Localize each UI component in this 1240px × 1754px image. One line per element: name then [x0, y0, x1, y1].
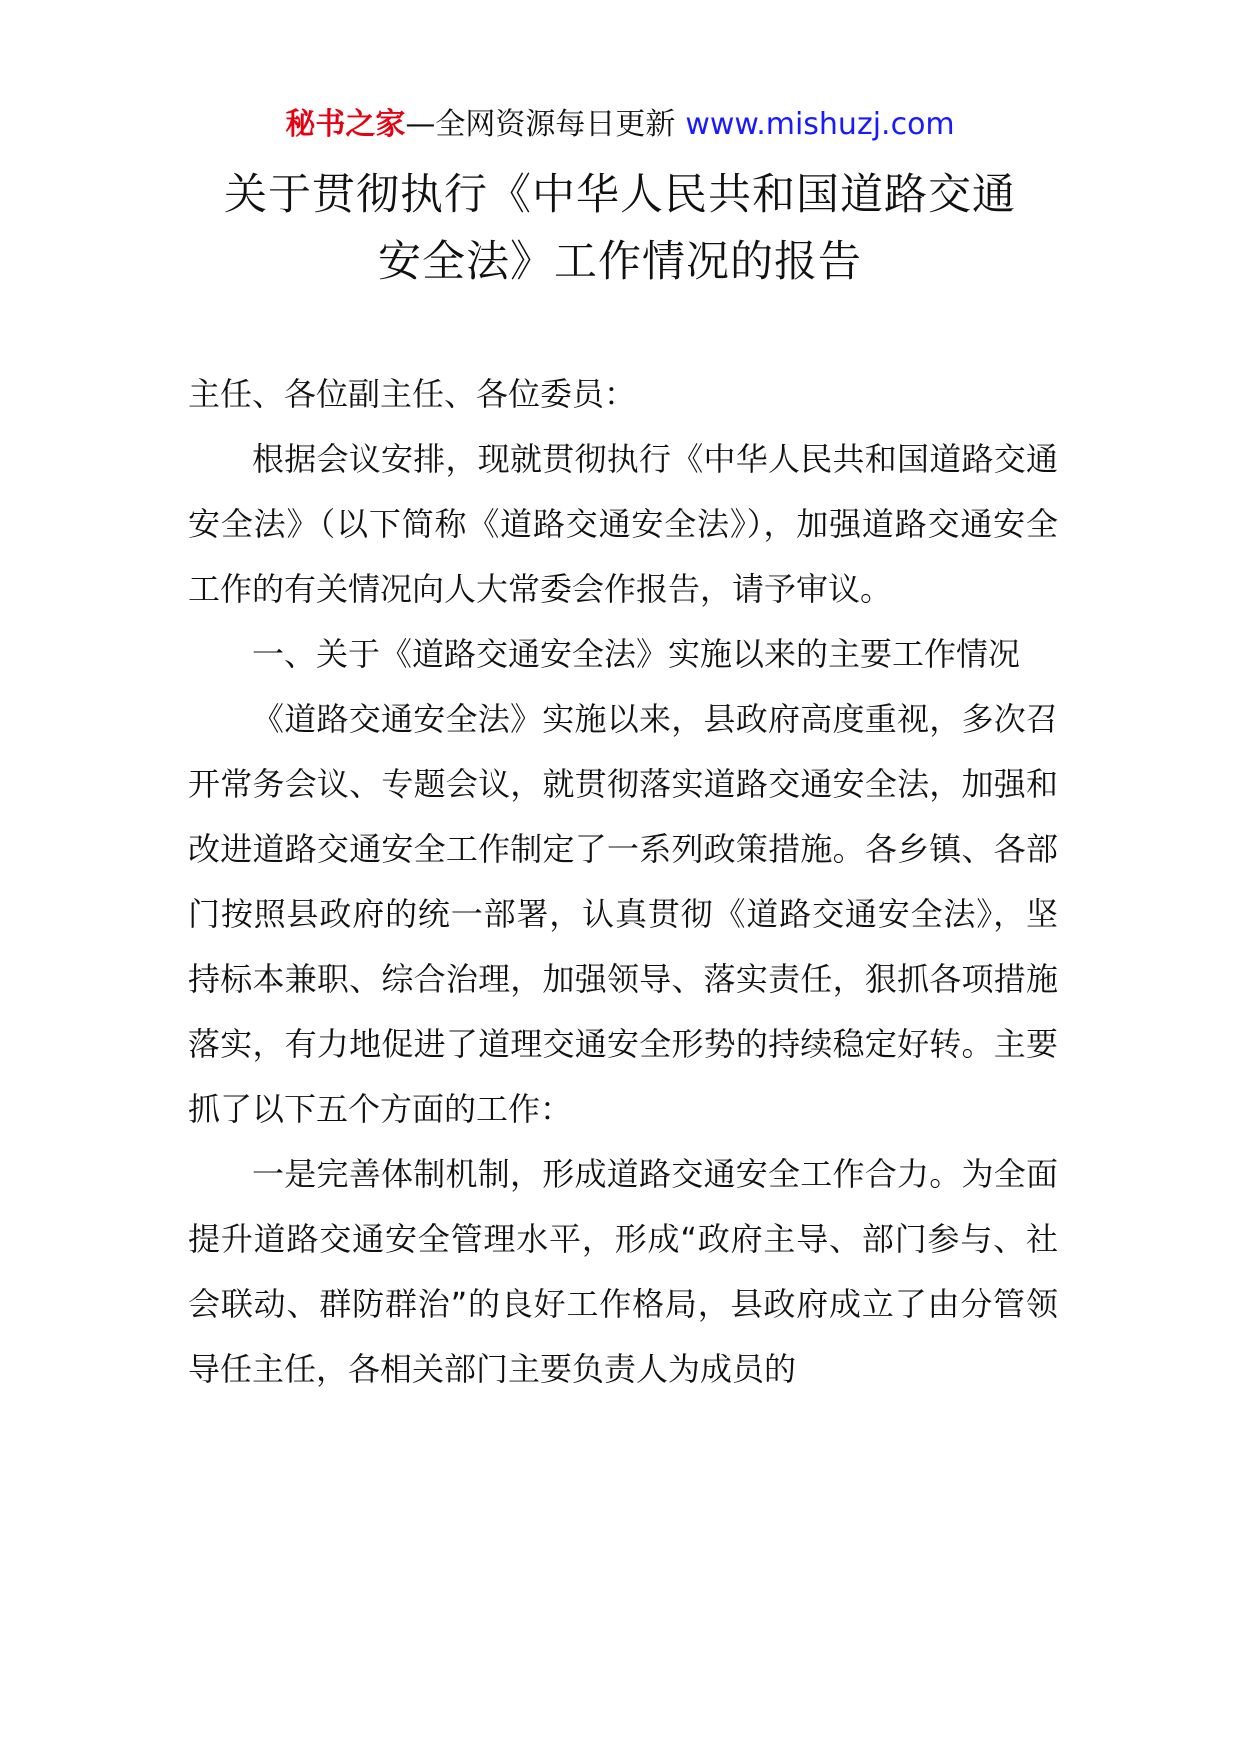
section-heading-1: 一、关于《道路交通安全法》实施以来的主要工作情况 — [252, 635, 1021, 673]
salutation: 主任、各位副主任、各位委员： — [188, 375, 637, 413]
site-url-link[interactable]: www.mishuzj.com — [685, 107, 955, 142]
site-brand: 秘书之家 — [285, 107, 406, 142]
site-tagline: —全网资源每日更新 — [405, 107, 676, 142]
document-title-line-1: 关于贯彻执行《中华人民共和国道路交通 — [224, 170, 1016, 220]
paragraph-intro: 根据会议安排，现就贯彻执行《中华人民共和国道路交通安全法》（以下简称《道路交通安全法》），加强道路交通安全工作的有关情况向人大常委会作报告，请予审议。 — [188, 440, 1058, 608]
site-header — [0, 100, 1240, 150]
document-title-line-2: 安全法》工作情况的报告 — [378, 237, 862, 287]
document-body — [188, 362, 1058, 1402]
paragraph-overview: 《道路交通安全法》实施以来，县政府高度重视，多次召开常务会议、专题会议，就贯彻落实道路交通安全法，加强和改进道路交通安全工作制定了一系列政策措施。各乡镇、各部门按照县政府的统一部署，认真贯彻《道路交通安全法》，坚持标本兼职、综合治理，加强领导、落实责任，狠抓各项措施落实，有力地促进了道理交通安全形势的持续稳定好转。主要抓了以下五个方面的工作： — [188, 700, 1058, 1128]
document-title — [120, 162, 1120, 296]
paragraph-point-1: 一是完善体制机制，形成道路交通安全工作合力。为全面提升道路交通安全管理水平，形成“政府主导、部门参与、社会联动、群防群治”的良好工作格局，县政府成立了由分管领导任主任，各相关部门主要负责人为成员的 — [188, 1155, 1058, 1388]
